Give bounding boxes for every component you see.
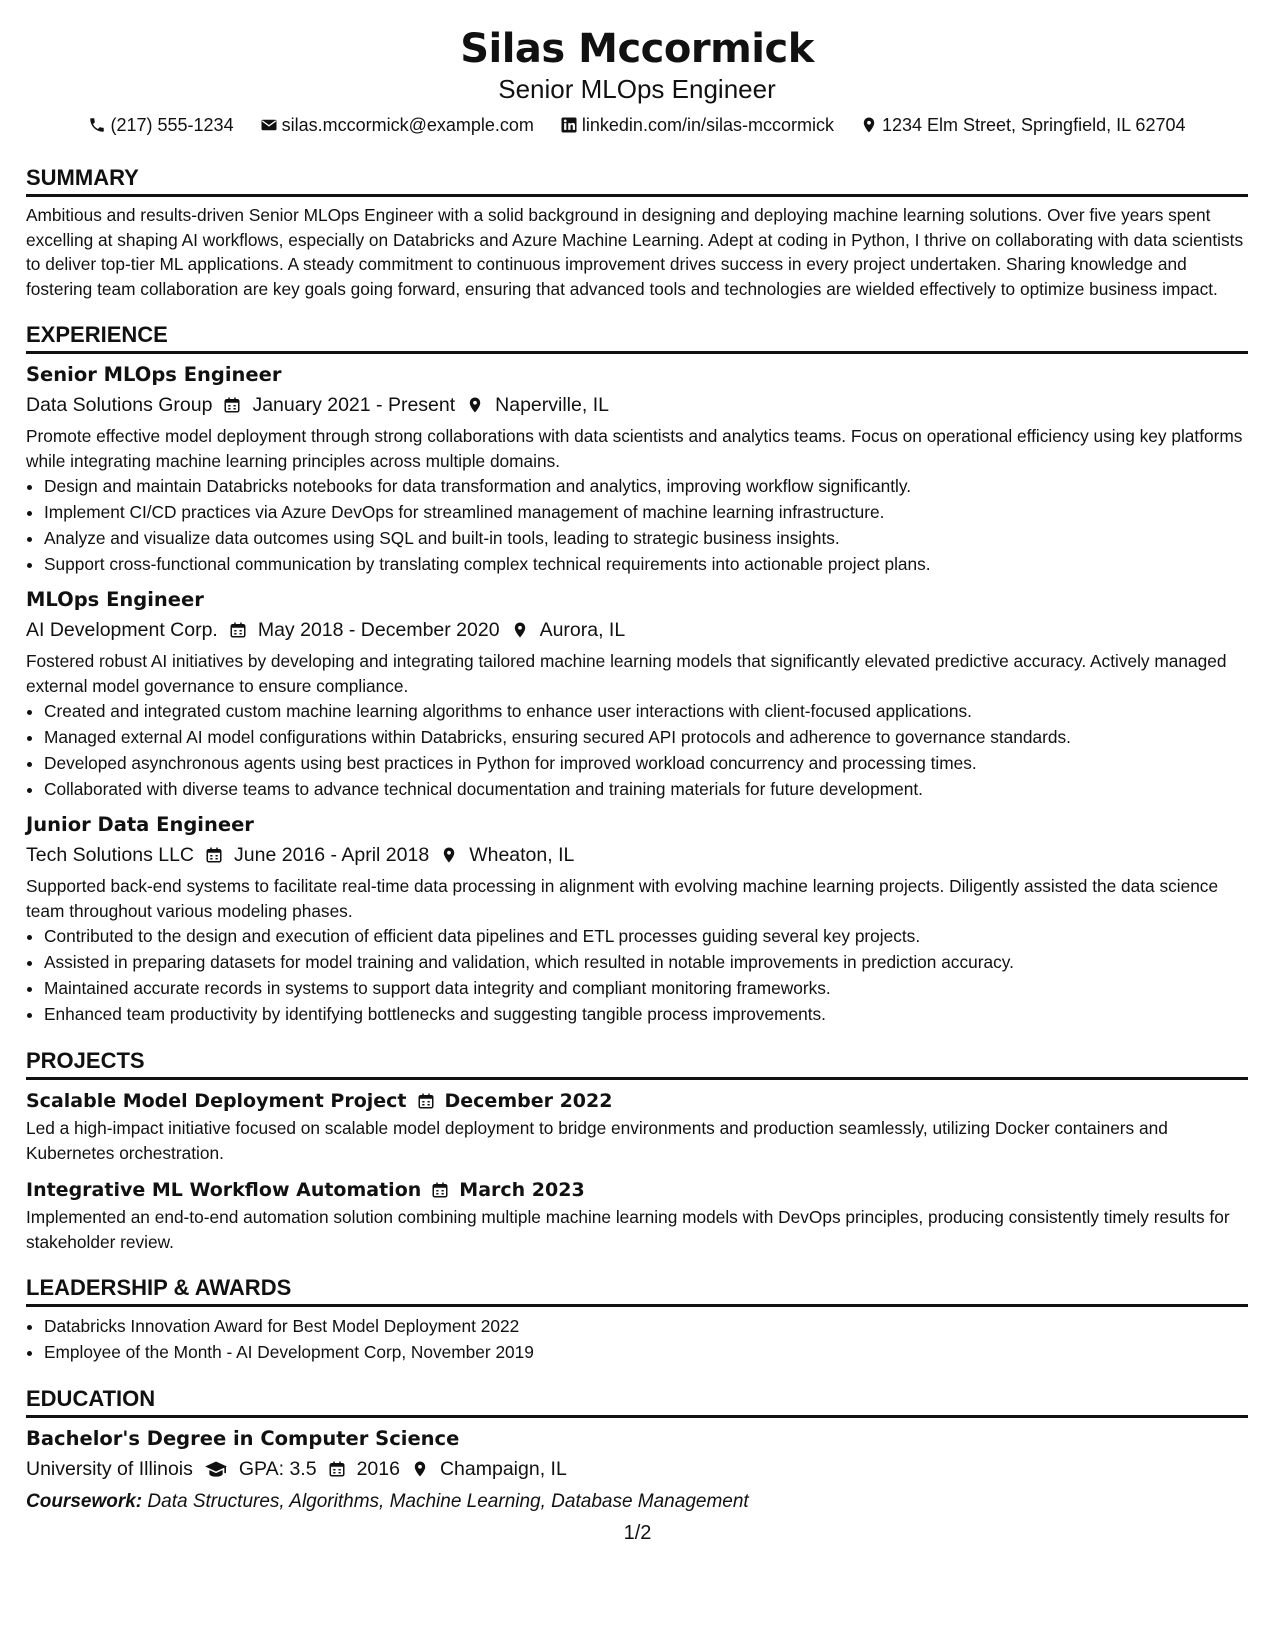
list-item: • Developed asynchronous agents using best practices in Python for improved workload concurrency and processing times. — [44, 750, 1248, 776]
contact-address — [860, 112, 1186, 138]
linkedin-link[interactable]: linkedin.com/in/silas-mccormick — [581, 115, 834, 135]
experience-heading: EXPERIENCE — [26, 321, 1248, 354]
list-item: • Databricks Innovation Award for Best Model Deployment 2022 — [44, 1313, 1248, 1339]
project-date: December 2022 — [444, 1090, 613, 1112]
job-dates: January 2021 - Present — [252, 394, 456, 416]
contact-linkedin[interactable] — [560, 112, 834, 138]
contact-email[interactable] — [260, 112, 534, 138]
job-location: Wheaton, IL — [469, 844, 575, 866]
experience-section — [26, 321, 1248, 1027]
project-text: Led a high-impact initiative focused on scalable model deployment to bridge environments and production seamlessly, utilizing Docker containers and Kubernetes orchestration. — [26, 1118, 1168, 1163]
project-entry — [26, 1086, 1248, 1165]
list-item: • Managed external AI model configurations within Databricks, ensuring secured API protocols and adherence to governance standards. — [44, 724, 1248, 750]
job-summary: Promote effective model deployment through strong collaborations with data scientists and analytics teams. Focus on operational efficiency using key platforms while integrating machine learning principles across multiple domains. — [26, 426, 1243, 471]
summary-heading: SUMMARY — [26, 164, 1248, 197]
job-bullets — [26, 923, 1248, 1027]
job-summary: Fostered robust AI initiatives by developing and integrating tailored machine learning models that significantly elevated predictive accuracy. Actively managed external model governance to ensure compliance. — [26, 651, 1227, 696]
job-location: Naperville, IL — [495, 394, 609, 416]
contact-bar — [26, 112, 1248, 138]
calendar-icon — [327, 1459, 347, 1479]
calendar-icon — [222, 395, 242, 415]
job-bullets — [26, 698, 1248, 802]
job-title: Junior Data Engineer — [26, 813, 254, 836]
coursework-label: Coursework: — [26, 1491, 143, 1512]
summary-section — [26, 164, 1248, 301]
company-name: Data Solutions Group — [26, 394, 213, 416]
address-text: 1234 Elm Street, Springfield, IL 62704 — [881, 115, 1186, 135]
school-name: University of Illinois — [26, 1458, 193, 1480]
job-meta — [26, 840, 1248, 870]
job-location: Aurora, IL — [539, 619, 626, 641]
job-title: MLOps Engineer — [26, 588, 204, 611]
job-summary: Supported back-end systems to facilitate real-time data processing in alignment with evolving machine learning projects. Diligently assisted the data science team throughout various modeling phases. — [26, 876, 1219, 921]
job-bullets — [26, 473, 1248, 577]
gpa: GPA: 3.5 — [238, 1458, 317, 1480]
school-location: Champaign, IL — [439, 1458, 567, 1480]
list-item: • Enhanced team productivity by identifying bottlenecks and suggesting tangible process improvements. — [44, 1001, 1248, 1027]
leadership-heading: LEADERSHIP & AWARDS — [26, 1274, 1248, 1307]
calendar-icon — [431, 1181, 449, 1199]
email-link[interactable]: silas.mccormick@example.com — [281, 115, 534, 135]
awards-list — [26, 1313, 1248, 1365]
list-item: • Support cross-functional communication by translating complex technical requirements into actionable project plans. — [44, 551, 1248, 577]
graduation-year: 2016 — [356, 1458, 400, 1480]
job-title: Senior MLOps Engineer — [26, 363, 282, 386]
list-item: • Assisted in preparing datasets for model training and validation, which resulted in notable improvements in prediction accuracy. — [44, 949, 1248, 975]
education-heading: EDUCATION — [26, 1385, 1248, 1418]
list-item: • Analyze and visualize data outcomes using SQL and built-in tools, leading to strategic business insights. — [44, 525, 1248, 551]
leadership-section — [26, 1274, 1248, 1365]
map-marker-icon — [465, 395, 485, 415]
phone-text: (217) 555-1234 — [110, 115, 234, 135]
projects-section — [26, 1047, 1248, 1254]
list-item: • Maintained accurate records in systems to support data integrity and compliant monitoring frameworks. — [44, 975, 1248, 1001]
resume-page — [26, 24, 1248, 1516]
company-name: AI Development Corp. — [26, 619, 218, 641]
contact-phone — [88, 112, 233, 138]
project-entry — [26, 1175, 1248, 1254]
job-entry — [26, 810, 1248, 1027]
calendar-icon — [204, 845, 224, 865]
job-dates: June 2016 - April 2018 — [234, 844, 430, 866]
job-meta — [26, 615, 1248, 645]
phone-icon — [88, 116, 106, 134]
education-section — [26, 1385, 1248, 1516]
page-number: 1/2 — [623, 1522, 652, 1544]
coursework — [26, 1488, 1248, 1516]
job-entry — [26, 360, 1248, 577]
linkedin-icon — [560, 116, 578, 134]
candidate-name: Silas Mccormick — [460, 26, 814, 72]
coursework-list: Data Structures, Algorithms, Machine Learning, Database Management — [142, 1491, 749, 1512]
resume-header — [26, 24, 1248, 138]
envelope-icon — [260, 116, 278, 134]
job-dates: May 2018 - December 2020 — [257, 619, 500, 641]
map-marker-icon — [860, 116, 878, 134]
map-marker-icon — [510, 620, 530, 640]
degree-title: Bachelor's Degree in Computer Science — [26, 1427, 460, 1450]
project-header — [26, 1086, 1248, 1116]
list-item: • Contributed to the design and execution of efficient data pipelines and ETL processes guiding several key projects. — [44, 923, 1248, 949]
summary-text: Ambitious and results-driven Senior MLOps Engineer with a solid background in designing and deploying machine learning solutions. Over five years spent excelling at shaping AI workflows, especially on Databricks and Azure Machine Learning. Adept at coding in Python, I thrive on collaborating with data scientists to deliver top-tier ML applications. A steady commitment to continuous improvement drives success in every project undertaken. Sharing knowledge and fostering team collaboration are key goals going forward, ensuring that advanced tools and technologies are wielded effectively to optimize business impact. — [26, 205, 1244, 299]
project-date: March 2023 — [459, 1179, 585, 1201]
project-name: Integrative ML Workflow Automation — [26, 1179, 422, 1201]
job-meta — [26, 390, 1248, 420]
candidate-role: Senior MLOps Engineer — [498, 74, 776, 104]
project-text: Implemented an end-to-end automation solution combining multiple machine learning models with DevOps principles, producing consistently timely results for stakeholder review. — [26, 1207, 1230, 1252]
list-item: • Employee of the Month - AI Development Corp, November 2019 — [44, 1339, 1248, 1365]
calendar-icon — [228, 620, 248, 640]
job-entry — [26, 585, 1248, 802]
list-item: • Implement CI/CD practices via Azure DevOps for streamlined management of machine learning infrastructure. — [44, 499, 1248, 525]
education-meta — [26, 1454, 1248, 1484]
calendar-icon — [417, 1092, 435, 1110]
list-item: • Created and integrated custom machine learning algorithms to enhance user interactions with client-focused applications. — [44, 698, 1248, 724]
list-item: • Collaborated with diverse teams to advance technical documentation and training materials for future development. — [44, 776, 1248, 802]
project-header — [26, 1175, 1248, 1205]
project-name: Scalable Model Deployment Project — [26, 1090, 407, 1112]
map-marker-icon — [410, 1459, 430, 1479]
projects-heading: PROJECTS — [26, 1047, 1248, 1080]
graduation-cap-icon — [203, 1459, 229, 1479]
company-name: Tech Solutions LLC — [26, 844, 195, 866]
map-marker-icon — [439, 845, 459, 865]
list-item: • Design and maintain Databricks notebooks for data transformation and analytics, improving workflow significantly. — [44, 473, 1248, 499]
